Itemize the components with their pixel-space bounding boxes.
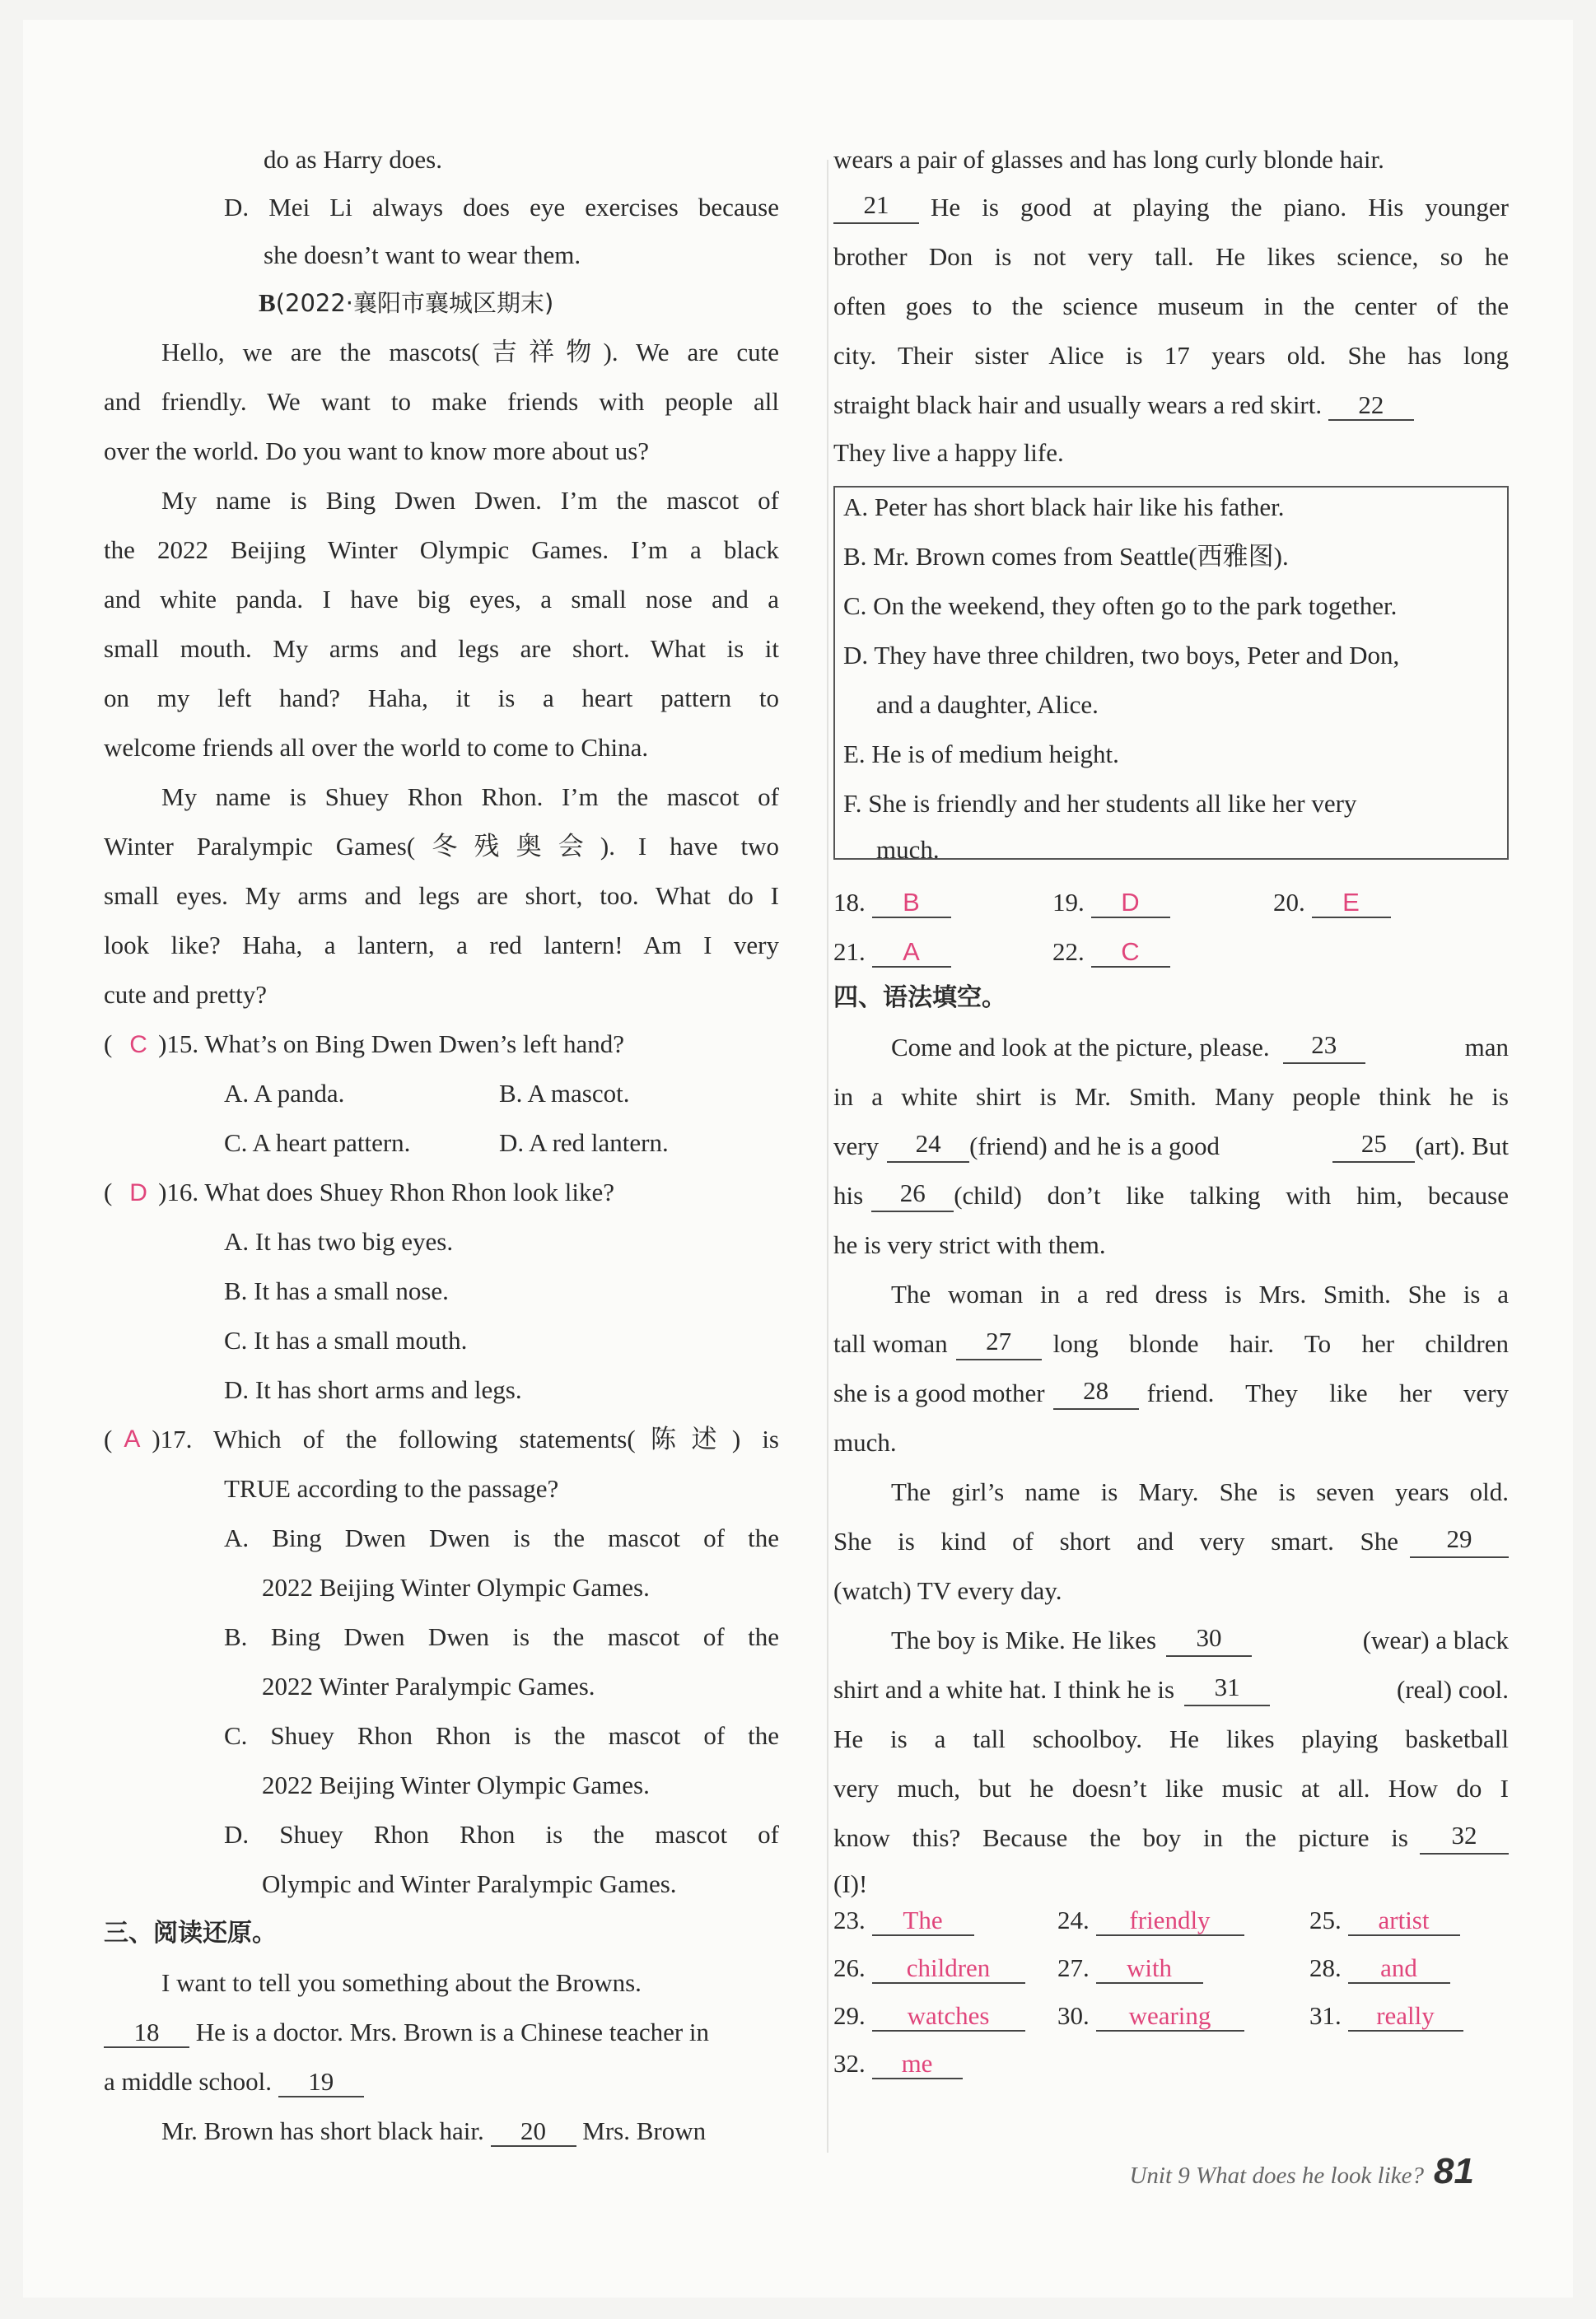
paragraph-line: in a white shirt is Mr. Smith. Many people think he is [833,1082,1509,1111]
answer-item: 19. D [1052,886,1170,919]
paragraph-line: a middle school. 19 [104,2065,364,2098]
blank-21[interactable]: 21 [833,191,919,224]
answer-16[interactable]: D [129,1179,147,1206]
question-16: ( D )16. What does Shuey Rhon Rhon look like? [104,1176,614,1210]
paragraph-line: The boy is Mike. He likes 30 (wear) a black [891,1624,1509,1657]
paragraph-line: much. [833,1428,897,1457]
answer-26[interactable]: children [872,1954,1025,1984]
section-4-title: 四、语法填空。 [833,983,1006,1012]
answer-18[interactable]: B [872,889,951,918]
answer-item: 25. artist [1309,1904,1460,1937]
box-option-a: A. Peter has short black hair like his father. [843,492,1285,521]
paragraph-line: his 26 (child) don’t like talking with him, because [833,1179,1509,1212]
paragraph-line: Mr. Brown has short black hair. 20 Mrs. Brown [161,2116,707,2145]
answer-29[interactable]: watches [872,2002,1025,2032]
option-c: C. It has a small mouth. [224,1326,468,1355]
box-option-d-cont: and a daughter, Alice. [876,690,1099,719]
unit-title: Unit 9 What does he look like? [1129,2163,1425,2189]
answer-15[interactable]: C [129,1031,147,1058]
option-a: A. A panda. [224,1079,345,1108]
answer-item: 28. and [1309,1952,1450,1985]
answer-item: 23. The [833,1904,974,1937]
blank-24[interactable]: 24 [887,1130,969,1163]
option-c: C. A heart pattern. [224,1128,411,1157]
section-b-label: B [259,288,276,317]
answer-20[interactable]: E [1312,889,1391,918]
paragraph-line: Hello, we are the mascots(吉祥物). We are cute [161,338,779,366]
blank-32[interactable]: 32 [1420,1822,1509,1855]
option-d: D. Shuey Rhon Rhon is the mascot of [224,1820,779,1849]
paragraph-line: he is very strict with them. [833,1230,1106,1259]
paragraph-line: straight black hair and usually wears a red skirt. 22 [833,389,1414,422]
answer-19[interactable]: D [1091,889,1170,918]
paragraph-line: look like? Haha, a lantern, a red lantern! Am I very [104,931,779,959]
box-option-b: B. Mr. Brown comes from Seattle(西雅图). [843,542,1289,571]
answer-item: 21. A [833,936,951,968]
paragraph-line: know this? Because the boy in the picture is 32 [833,1822,1509,1855]
paragraph-line: The woman in a red dress is Mrs. Smith. She is a [891,1280,1509,1309]
paragraph-line: (I)! [833,1869,868,1898]
blank-19[interactable]: 19 [278,2068,364,2097]
paragraph-line: 21 He is good at playing the piano. His younger [833,191,1509,224]
paragraph-line: He is a tall schoolboy. He likes playing basketball [833,1724,1509,1753]
answer-item: 22. C [1052,936,1170,968]
blank-23[interactable]: 23 [1283,1031,1365,1064]
paragraph-line: wears a pair of glasses and has long curly blonde hair. [833,145,1384,174]
blank-27[interactable]: 27 [956,1327,1042,1360]
paragraph-line: small eyes. My arms and legs are short, too. What do I [104,881,779,910]
paragraph-line: tall woman 27 long blonde hair. To her children [833,1327,1509,1360]
paragraph-line: small mouth. My arms and legs are short. What is it [104,634,779,663]
paragraph-line: very 24 (friend) and he is a good 25 (art). But [833,1130,1509,1163]
page-footer [1129,2151,1474,2192]
option-line: do as Harry does. [264,145,442,174]
paragraph-line: brother Don is not very tall. He likes science, so he [833,242,1509,271]
column-divider [827,160,828,2153]
blank-29[interactable]: 29 [1410,1525,1509,1558]
paragraph-line: often goes to the science museum in the center of the [833,292,1509,320]
paragraph-line: shirt and a white hat. I think he is 31 (real) cool. [833,1673,1509,1706]
blank-30[interactable]: 30 [1166,1624,1252,1657]
option-line: D. Mei Li always does eye exercises because [224,193,779,222]
answer-31[interactable]: really [1348,2002,1463,2032]
box-option-c: C. On the weekend, they often go to the park together. [843,591,1398,620]
paragraph-line: the 2022 Beijing Winter Olympic Games. I’m a black [104,535,779,564]
box-option-f-cont: much. [876,835,940,864]
paragraph-line: Come and look at the picture, please. 23 man [891,1031,1509,1064]
blank-31[interactable]: 31 [1184,1673,1270,1706]
paragraph-line: Winter Paralympic Games(冬残奥会). I have two [104,832,779,861]
option-d: D. It has short arms and legs. [224,1375,522,1404]
option-a-cont: 2022 Beijing Winter Olympic Games. [262,1573,650,1602]
answer-item: 27. with [1057,1952,1203,1985]
option-c-cont: 2022 Beijing Winter Olympic Games. [262,1771,650,1799]
section-b-heading [259,287,553,320]
answer-23[interactable]: The [872,1906,974,1936]
answer-item: 32. me [833,2047,963,2080]
option-d-cont: Olympic and Winter Paralympic Games. [262,1869,677,1898]
answer-25[interactable]: artist [1348,1906,1460,1936]
paragraph-line: she is a good mother 28 friend. They like her very [833,1377,1509,1410]
option-b: B. Bing Dwen Dwen is the mascot of the [224,1622,779,1651]
answer-item: 30. wearing [1057,1999,1244,2032]
paragraph-line: She is kind of short and very smart. She 29 [833,1525,1509,1558]
answer-item: 24. friendly [1057,1904,1244,1937]
paragraph-line: and friendly. We want to make friends with people all [104,387,779,416]
paragraph-line: city. Their sister Alice is 17 years old. She has long [833,341,1509,370]
blank-25[interactable]: 25 [1332,1130,1415,1163]
section-3-title: 三、阅读还原。 [104,1919,277,1948]
answer-30[interactable]: wearing [1096,2002,1244,2032]
option-a: A. Bing Dwen Dwen is the mascot of the [224,1523,779,1552]
answer-17[interactable]: A [124,1425,141,1453]
answer-item: 26. children [833,1952,1025,1985]
answer-item: 29. watches [833,1999,1025,2032]
box-option-e: E. He is of medium height. [843,740,1119,768]
answer-item: 31. really [1309,1999,1463,2032]
option-a: A. It has two big eyes. [224,1227,454,1256]
blank-20[interactable]: 20 [491,2117,576,2147]
question-17-cont: TRUE according to the passage? [224,1474,559,1503]
blank-26[interactable]: 26 [871,1179,954,1212]
answer-item: 18. B [833,886,951,919]
question-15: ( C )15. What’s on Bing Dwen Dwen’s left hand? [104,1028,624,1062]
paragraph-line: 18 He is a doctor. Mrs. Brown is a Chinese teacher in [104,2016,709,2049]
option-c: C. Shuey Rhon Rhon is the mascot of the [224,1721,779,1750]
blank-22[interactable]: 22 [1328,391,1414,421]
paragraph-line: cute and pretty? [104,980,267,1009]
answer-22[interactable]: C [1091,938,1170,968]
box-option-d: D. They have three children, two boys, Peter and Don, [843,641,1400,670]
paragraph-line: They live a happy life. [833,438,1064,467]
blank-28[interactable]: 28 [1053,1377,1139,1410]
paragraph-line: over the world. Do you want to know more about us? [104,436,650,465]
paragraph-line: welcome friends all over the world to come to China. [104,733,649,762]
answer-24[interactable]: friendly [1096,1906,1244,1936]
box-option-f: F. She is friendly and her students all like her very [843,789,1357,818]
paragraph-line: very much, but he doesn’t like music at all. How do I [833,1774,1509,1803]
question-17: ( A )17. Which of the following statements(陈述) is [104,1423,779,1456]
section-b-source: (2022·襄阳市襄城区期末) [275,289,554,317]
option-line: she doesn’t want to wear them. [264,240,581,269]
paragraph-line: and white panda. I have big eyes, a small nose and a [104,585,779,614]
answer-27[interactable]: with [1096,1954,1203,1984]
page-number: 81 [1434,2151,1474,2191]
paragraph-line: (watch) TV every day. [833,1576,1062,1605]
answer-21[interactable]: A [872,938,951,968]
option-b: B. A mascot. [499,1079,630,1108]
answer-28[interactable]: and [1348,1954,1450,1984]
answer-32[interactable]: me [872,2050,963,2079]
paragraph-line: on my left hand? Haha, it is a heart pattern to [104,684,779,712]
paragraph-line: The girl’s name is Mary. She is seven years old. [891,1477,1509,1506]
answer-item: 20. E [1273,886,1391,919]
blank-18[interactable]: 18 [104,2018,189,2048]
option-b: B. It has a small nose. [224,1276,449,1305]
paragraph-line: My name is Bing Dwen Dwen. I’m the mascot of [161,486,779,515]
option-d: D. A red lantern. [499,1128,669,1157]
option-b-cont: 2022 Winter Paralympic Games. [262,1672,595,1701]
paragraph-line: I want to tell you something about the Browns. [161,1968,642,1997]
paragraph-line: My name is Shuey Rhon Rhon. I’m the mascot of [161,782,779,811]
